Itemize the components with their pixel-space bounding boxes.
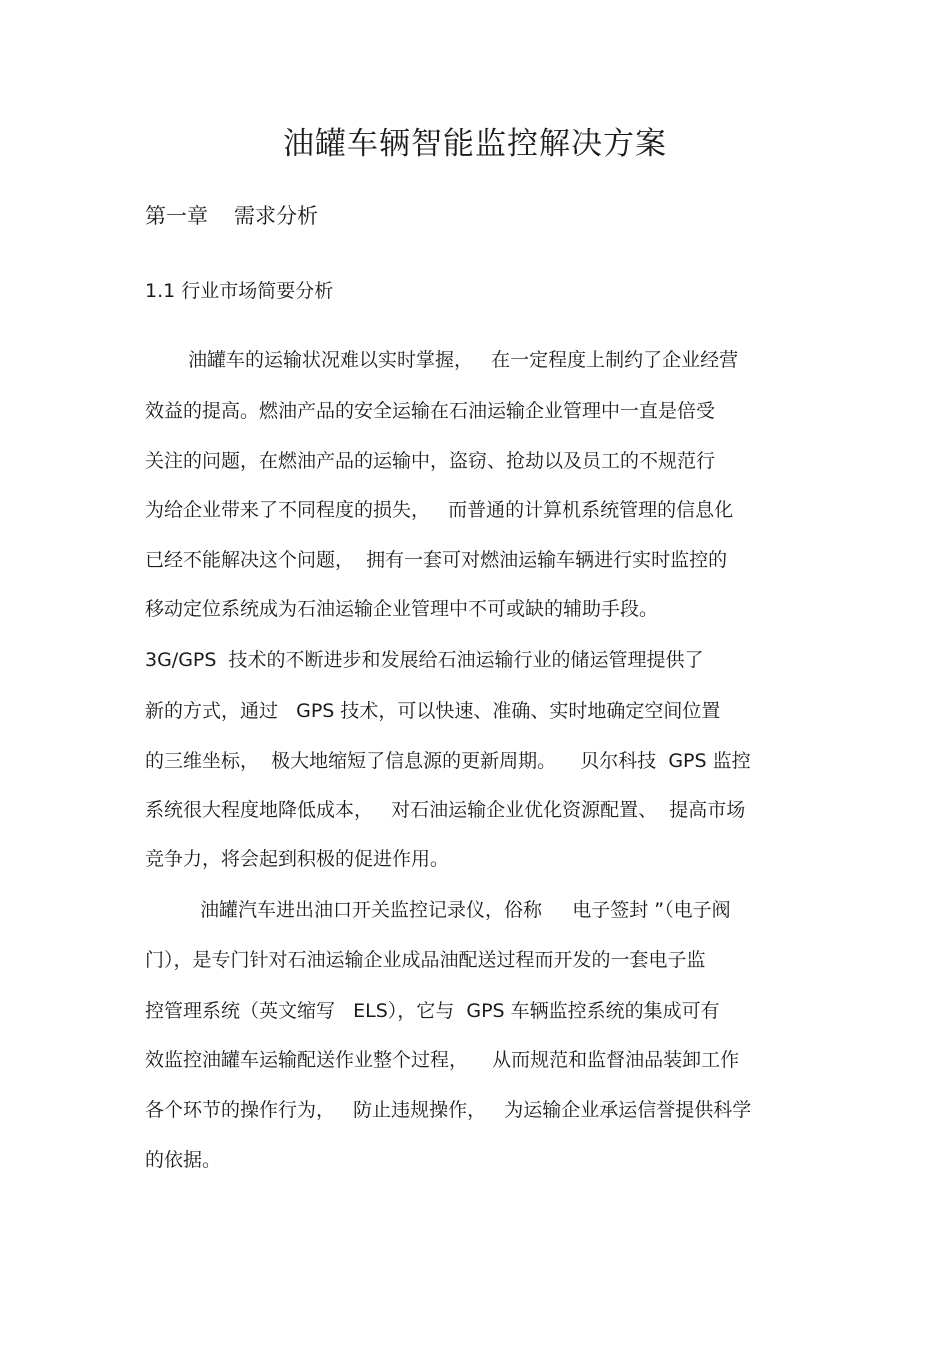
- document-title: 油罐车辆智能监控解决方案: [283, 126, 667, 162]
- paragraph-line: 竞争力，将会起到积极的促进作用。: [145, 848, 450, 870]
- paragraph-line: 的三维坐标， 极大地缩短了信息源的更新周期。 贝尔科技 GPS 监控: [145, 750, 751, 772]
- paragraph-line: 为给企业带来了不同程度的损失， 而普通的计算机系统管理的信息化: [145, 499, 734, 521]
- paragraph-line: 控管理系统（英文缩写 ELS），它与 GPS 车辆监控系统的集成可有: [145, 1000, 720, 1022]
- paragraph-line: 门），是专门针对石油运输企业成品油配送过程而开发的一套电子监: [145, 949, 706, 971]
- paragraph-line: 新的方式，通过 GPS 技术，可以快速、准确、实时地确定空间位置: [145, 700, 721, 722]
- paragraph-line: 系统很大程度地降低成本， 对石油运输企业优化资源配置、 提高市场: [145, 799, 746, 821]
- paragraph-line: 关注的问题，在燃油产品的运输中，盗窃、抢劫以及员工的不规范行: [145, 450, 716, 472]
- chapter-number: 第一章: [145, 204, 208, 228]
- paragraph-line: 移动定位系统成为石油运输企业管理中不可或缺的辅助手段。: [145, 598, 659, 620]
- paragraph-line: 各个环节的操作行为， 防止违规操作， 为运输企业承运信誉提供科学: [145, 1099, 752, 1121]
- paragraph-line: 效益的提高。燃油产品的安全运输在石油运输企业管理中一直是倍受: [145, 400, 716, 422]
- chapter-name: 需求分析: [234, 204, 318, 228]
- paragraph-line: 效监控油罐车运输配送作业整个过程， 从而规范和监督油品装卸工作: [145, 1049, 740, 1071]
- paragraph-line: 3G/GPS 技术的不断进步和发展给石油运输行业的储运管理提供了: [145, 649, 704, 671]
- chapter-heading: [145, 200, 318, 232]
- paragraph-line: 已经不能解决这个问题， 拥有一套可对燃油运输车辆进行实时监控的: [145, 549, 728, 571]
- paragraph-line: 油罐车的运输状况难以实时掌握， 在一定程度上制约了企业经营: [188, 349, 739, 371]
- section-heading: 1.1 行业市场简要分析: [145, 280, 334, 302]
- paragraph-line: 油罐汽车进出油口开关监控记录仪，俗称 电子签封 ”（电子阀: [200, 899, 731, 921]
- paragraph-line: 的依据。: [145, 1149, 222, 1171]
